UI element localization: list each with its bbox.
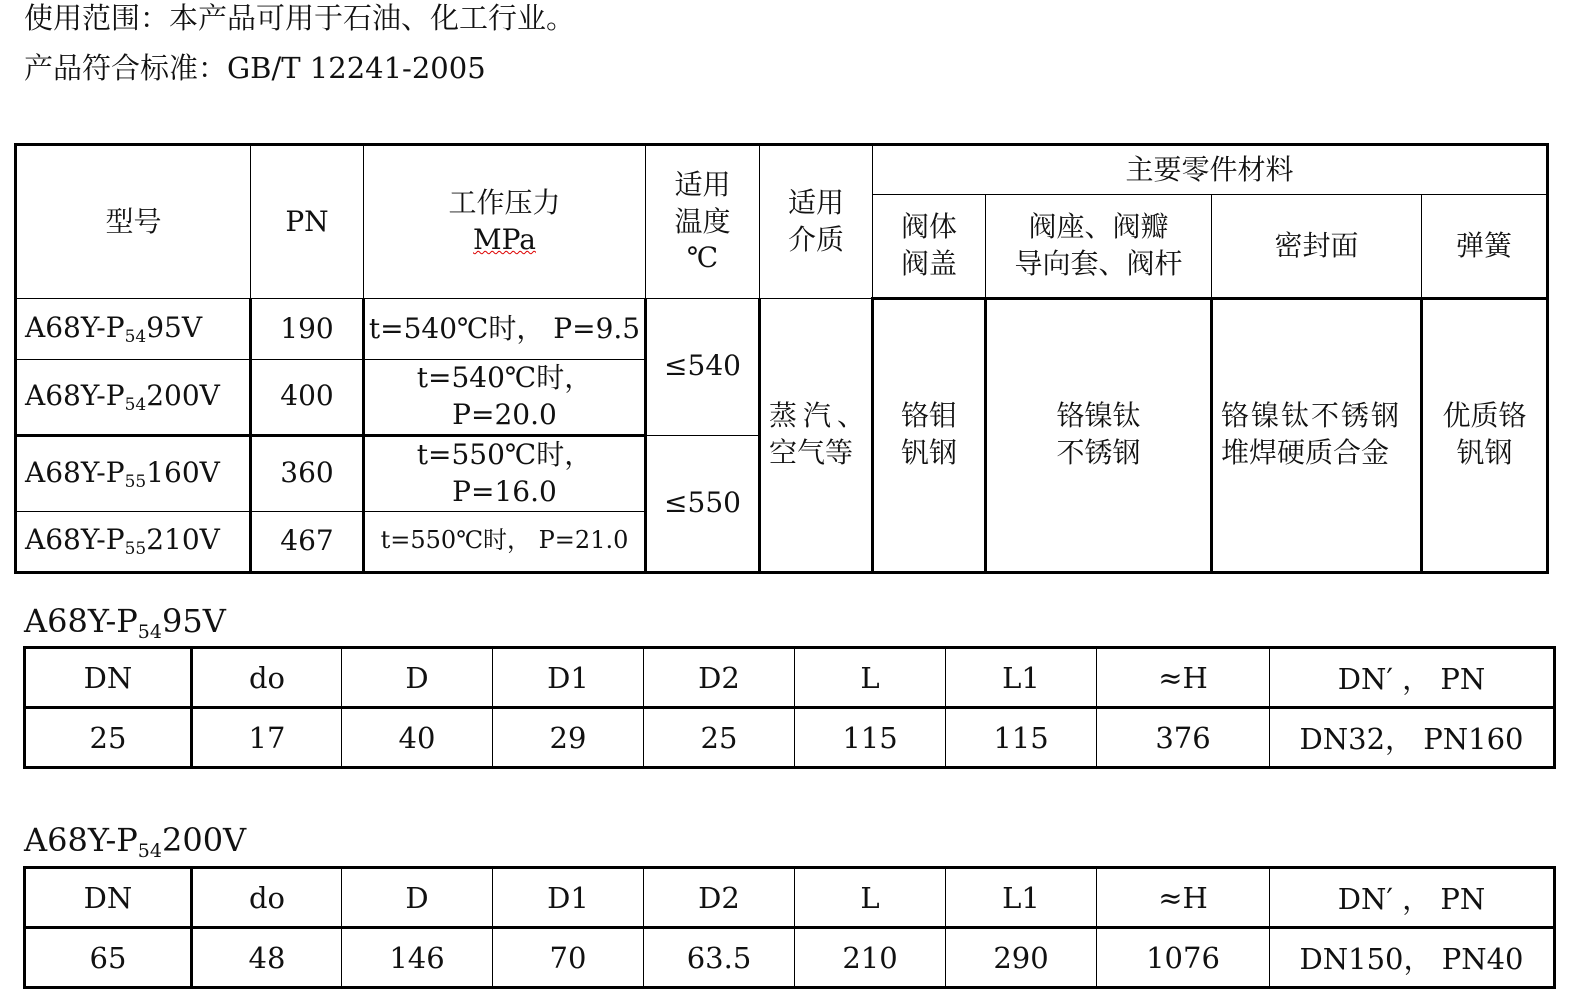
model-prefix: A68Y-P xyxy=(25,378,125,412)
seat-material-line2: 不锈钢 xyxy=(1056,436,1141,470)
header-temperature-unit: ℃ xyxy=(686,241,719,275)
col-header: L xyxy=(795,868,946,928)
model-cell xyxy=(16,360,251,436)
cell: 376 xyxy=(1097,708,1270,768)
model-prefix: A68Y-P xyxy=(25,523,125,557)
cell: 146 xyxy=(342,928,493,988)
cell: 17 xyxy=(192,708,342,768)
cell: DN150， PN40 xyxy=(1270,928,1555,988)
col-header: L1 xyxy=(946,868,1097,928)
pn-cell: 467 xyxy=(251,511,364,572)
medium-cell xyxy=(760,299,873,573)
medium-line1: 蒸汽、 xyxy=(769,398,872,432)
table-header-row xyxy=(25,648,1555,708)
col-header: ≈H xyxy=(1097,648,1270,708)
dimension-title-1 xyxy=(24,601,226,652)
model-suffix: 200V xyxy=(146,378,220,412)
standard-text: 产品符合标准：GB/T 12241-2005 xyxy=(24,51,486,85)
cell: 1076 xyxy=(1097,928,1270,988)
header-seat-line1: 阀座、阀瓣 xyxy=(1028,210,1169,244)
header-seat-line2: 导向套、阀杆 xyxy=(1014,247,1183,280)
cell: 115 xyxy=(795,708,946,768)
model-prefix: A68Y-P xyxy=(25,310,125,344)
header-temperature xyxy=(646,145,760,299)
title-suffix: 200V xyxy=(161,821,247,859)
header-spring: 弹簧 xyxy=(1422,195,1548,299)
col-header: L xyxy=(795,648,946,708)
pn-cell: 190 xyxy=(251,299,364,360)
col-header: L1 xyxy=(946,648,1097,708)
seat-material-cell xyxy=(986,299,1212,573)
col-header: do xyxy=(192,648,342,708)
spec-table xyxy=(14,143,1549,574)
body-material-line2: 钒钢 xyxy=(900,436,957,470)
col-header: D xyxy=(342,868,493,928)
header-body-line2: 阀盖 xyxy=(900,247,957,280)
table-row xyxy=(25,708,1555,768)
header-body-line1: 阀体 xyxy=(900,210,957,244)
col-header: D xyxy=(342,648,493,708)
cell: 70 xyxy=(493,928,644,988)
header-pressure-unit: MPa xyxy=(473,223,536,256)
col-header: DN′ ， PN xyxy=(1270,648,1555,708)
col-header: D1 xyxy=(493,868,644,928)
header-body xyxy=(873,195,986,299)
cell: DN32， PN160 xyxy=(1270,708,1555,768)
usage-scope-text: 使用范围：本产品可用于石油、化工行业。 xyxy=(24,1,576,35)
pressure-cell: t=540℃时，P=20.0 xyxy=(364,360,646,436)
table-row xyxy=(25,928,1555,988)
dimension-table-2 xyxy=(23,866,1556,989)
pn-cell: 400 xyxy=(251,360,364,436)
cell: 65 xyxy=(25,928,192,988)
col-header: do xyxy=(192,868,342,928)
title-subscript: 54 xyxy=(137,621,162,643)
medium-line2: 空气等 xyxy=(769,435,854,469)
seal-material-cell xyxy=(1212,299,1422,573)
pressure-cell: t=550℃时， P=21.0 xyxy=(364,511,646,572)
header-pn: PN xyxy=(251,145,364,299)
model-cell xyxy=(16,511,251,572)
header-medium-line1: 适用 xyxy=(787,186,844,220)
model-suffix: 95V xyxy=(146,310,203,344)
cell: 115 xyxy=(946,708,1097,768)
model-cell xyxy=(16,435,251,511)
cell: 63.5 xyxy=(644,928,795,988)
col-header: DN xyxy=(25,648,192,708)
pressure-cell: t=540℃时， P=9.5 xyxy=(364,299,646,360)
table-row xyxy=(16,299,1548,360)
col-header: D2 xyxy=(644,868,795,928)
temperature-cell: ≤540 xyxy=(646,299,760,436)
title-subscript: 54 xyxy=(137,840,162,862)
model-subscript: 55 xyxy=(124,539,147,560)
body-material-cell xyxy=(873,299,986,573)
pressure-cell: t=550℃时，P=16.0 xyxy=(364,435,646,511)
model-subscript: 54 xyxy=(124,326,147,347)
table-header-row xyxy=(25,868,1555,928)
spring-material-cell xyxy=(1422,299,1548,573)
header-pressure-label: 工作压力 xyxy=(448,186,561,220)
body-material-line1: 铬钼 xyxy=(900,399,957,433)
col-header: D1 xyxy=(493,648,644,708)
header-materials: 主要零件材料 xyxy=(873,145,1548,195)
cell: 290 xyxy=(946,928,1097,988)
col-header: DN xyxy=(25,868,192,928)
dimension-title-2 xyxy=(24,820,246,871)
cell: 29 xyxy=(493,708,644,768)
model-suffix: 160V xyxy=(146,455,220,489)
header-model: 型号 xyxy=(16,145,251,299)
cell: 48 xyxy=(192,928,342,988)
title-prefix: A68Y-P xyxy=(24,821,138,859)
temperature-cell: ≤550 xyxy=(646,435,760,572)
seat-material-line1: 铬镍钛 xyxy=(1056,399,1141,433)
cell: 25 xyxy=(644,708,795,768)
spring-material-line2: 钒钢 xyxy=(1456,436,1513,470)
spring-material-line1: 优质铬 xyxy=(1442,399,1527,433)
model-prefix: A68Y-P xyxy=(25,455,125,489)
model-subscript: 55 xyxy=(124,471,147,492)
header-seal: 密封面 xyxy=(1212,195,1422,299)
header-temperature-line2: 温度 xyxy=(674,204,731,238)
header-medium-line2: 介质 xyxy=(787,223,844,256)
cell: 40 xyxy=(342,708,493,768)
seal-material-line2: 堆焊硬质合金 xyxy=(1221,436,1390,470)
cell: 25 xyxy=(25,708,192,768)
model-subscript: 54 xyxy=(124,394,147,415)
seal-material-line1: 铬镍钛不锈钢 xyxy=(1221,399,1402,433)
header-temperature-line1: 适用 xyxy=(674,167,731,201)
header-seat xyxy=(986,195,1212,299)
header-pressure xyxy=(364,145,646,299)
dimension-table-1 xyxy=(23,646,1556,769)
col-header: D2 xyxy=(644,648,795,708)
title-prefix: A68Y-P xyxy=(24,602,138,640)
cell: 210 xyxy=(795,928,946,988)
col-header: DN′ ， PN xyxy=(1270,868,1555,928)
pn-cell: 360 xyxy=(251,435,364,511)
header-medium xyxy=(760,145,873,299)
title-suffix: 95V xyxy=(161,602,226,640)
model-suffix: 210V xyxy=(146,523,220,557)
col-header: ≈H xyxy=(1097,868,1270,928)
model-cell xyxy=(16,299,251,360)
